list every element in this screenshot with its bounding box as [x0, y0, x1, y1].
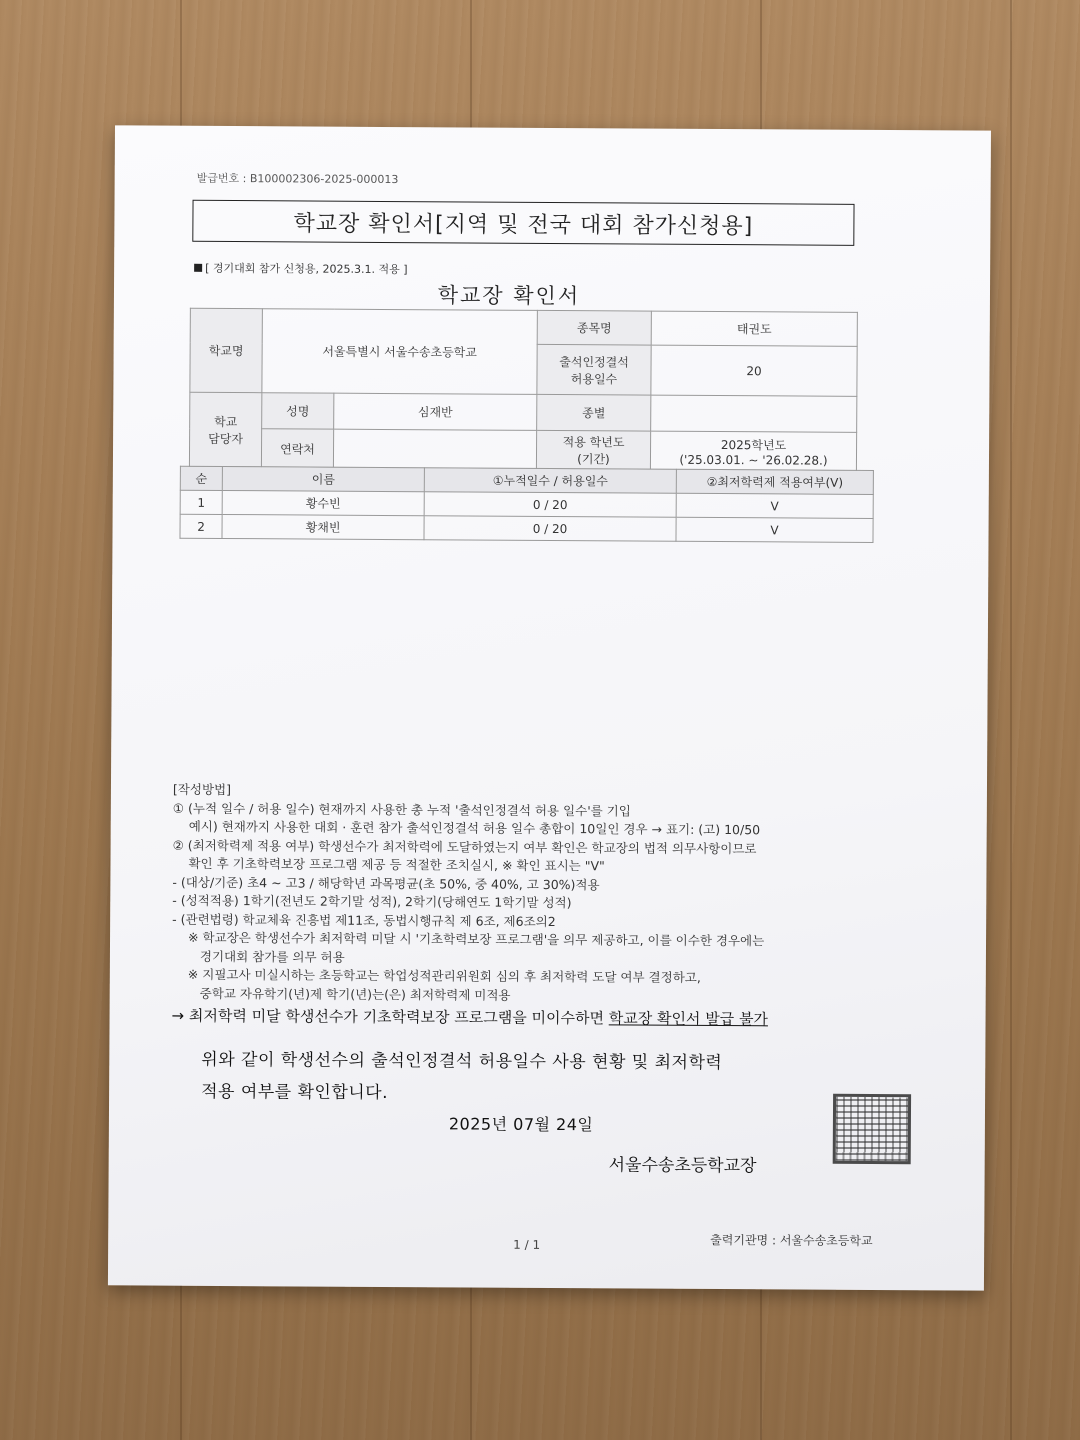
- contact-value: [333, 429, 536, 469]
- row-applied: V: [676, 517, 873, 542]
- students-table: [179, 466, 873, 543]
- col-header-days: ①누적일수 / 허용일수: [424, 468, 676, 494]
- warning-emphasis: 학교장 확인서 발급 불가: [608, 1009, 769, 1029]
- absence-value: 20: [651, 345, 857, 396]
- gender-label: 종별: [537, 394, 651, 431]
- absence-label: 출석인정결석 허용일수: [537, 344, 651, 395]
- guide-line: ※ 지필고사 미실시하는 초등학교는 학업성적관리위원회 심의 후 최저학력 도달 여부 결정하고,: [187, 966, 701, 985]
- guide-line: - (관련법령) 학교체육 진흥법 제11조, 동법시행규칙 제 6조, 제6조의2: [172, 911, 556, 929]
- row-name: 황수빈: [222, 490, 424, 515]
- year-label: 적용 학년도 (기간): [536, 430, 650, 470]
- guide-line: ※ 학교장은 학생선수가 최저학력 미달 시 '기초학력보장 프로그램'을 의무 제공하고, 이를 이수한 경우에는: [188, 929, 765, 949]
- manager-label: 학교 담당자: [189, 392, 261, 467]
- col-header-name: 이름: [222, 466, 424, 491]
- document-heading: 학교장 확인서: [437, 283, 581, 309]
- issuing-institution: 출력기관명 : 서울수송초등학교: [710, 1232, 873, 1248]
- issue-date: 2025년 07월 24일: [448, 1114, 594, 1135]
- confirmation-text: 위와 같이 학생선수의 출석인정결석 허용일수 사용 현황 및 최저학력 적용 여부를 확인합니다.: [201, 1049, 723, 1104]
- gender-value: [651, 395, 857, 432]
- name-label: 성명: [262, 393, 334, 429]
- guide-line: ① (누적 일수 / 허용 일수) 현재까지 사용한 총 누적 '출석인정결석 허용 일수'를 기입: [172, 800, 631, 818]
- row-days: 0 / 20: [424, 492, 676, 518]
- guide-line: 예시) 현재까지 사용한 대회 · 훈련 참가 출석인정결석 허용 일수 총합이 10일인 경우 → 표기: (고) 10/50: [188, 818, 761, 838]
- guide-line: 확인 후 기초학력보장 프로그램 제공 등 적절한 조치실시, ※ 확인 표시는 "V": [188, 855, 605, 874]
- contact-label: 연락처: [261, 429, 333, 468]
- col-header-applied: ②최저학력제 적용여부(V): [676, 469, 873, 494]
- page-number: 1 / 1: [513, 1237, 541, 1252]
- row-applied: V: [676, 493, 873, 518]
- guide-line: 중학교 자유학기(년)제 학기(년)는(은) 최저학력제 미적용: [199, 985, 511, 1003]
- document-paper: [108, 125, 991, 1290]
- row-no: 2: [180, 514, 222, 538]
- principal-signature: 서울수송초등학교장: [608, 1155, 757, 1177]
- school-value: 서울특별시 서울수송초등학교: [262, 309, 538, 395]
- writing-guide: [172, 781, 893, 1030]
- guide-title: [작성방법]: [172, 781, 232, 798]
- col-header-no: 순: [180, 466, 222, 490]
- sport-label: 종목명: [537, 310, 651, 345]
- guide-line: ② (최저학력제 적용 여부) 학생선수가 최저학력에 도달하였는지 여부 확인은 학교장의 법적 의무사항이므로: [172, 837, 757, 856]
- row-no: 1: [180, 490, 222, 514]
- table-row: [180, 514, 873, 542]
- school-label: 학교명: [190, 308, 263, 392]
- guide-line: 경기대회 참가를 의무 허용: [199, 948, 345, 965]
- document-title: 학교장 확인서[지역 및 전국 대회 참가신청용]: [192, 200, 854, 246]
- square-bullet-icon: [194, 264, 202, 272]
- year-value: 2025학년도 ('25.03.01. ~ '26.02.28.): [650, 431, 856, 471]
- sport-value: 태권도: [651, 311, 857, 346]
- guide-line: - (대상/기준) 초4 ~ 고3 / 해당학년 과목평균(초 50%, 중 40%, 고 30%)적용: [172, 874, 600, 892]
- form-note: [ 경기대회 참가 신청용, 2025.3.1. 적용 ]: [194, 260, 408, 277]
- official-seal-icon: [833, 1094, 911, 1164]
- floor-seam: [1010, 0, 1012, 1440]
- guide-line: - (성적적용) 1학기(전년도 2학기말 성적), 2학기(당해연도 1학기말 성적): [172, 892, 572, 911]
- name-value: 심재반: [334, 393, 537, 430]
- row-days: 0 / 20: [424, 516, 676, 542]
- warning-line: → 최저학력 미달 학생선수가 기초학력보장 프로그램을 미이수하면 학교장 확인서 발급 불가: [171, 1006, 769, 1029]
- issue-number: 발급번호 : B100002306-2025-000013: [196, 171, 399, 187]
- row-name: 황채빈: [222, 514, 424, 539]
- info-table: [189, 308, 858, 472]
